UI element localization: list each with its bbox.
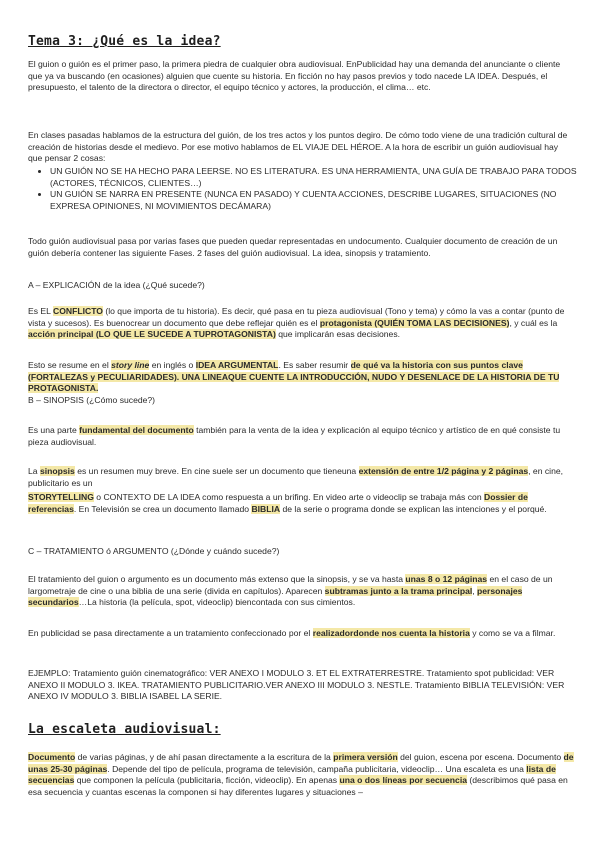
paragraph-intro: El guion o guión es el primer paso, la primera piedra de cualquier obra audiovisual. EnPublicidad hay una demanda del anunciante o cliente que ya va buscando (en ocasiones) alguien que cuente su historia. En ficción no hay pasos previos y todo nacede LA IDEA. Después, el presupuesto, el talento de la directora o director, el equipo técnico y actores, la producción, el clima… etc.	[28, 59, 561, 93]
paragraph-sinopsis: La sinopsis es un resumen muy breve. En cine suele ser un documento que tieneuna extensión de entre 1/2 página y 2 páginas, en cine, publicitario es un	[28, 466, 564, 488]
paragraph-storytelling: STORYTELLING o CONTEXTO DE LA IDEA como respuesta a un brifing. En video arte o videoclip se trabaja más con Dossier de referencias. En Televisión se crea un documento llamado BIBLIA de la serie o programa donde se explican las intenciones y el porqué.	[28, 492, 547, 514]
paragraph-fases: Todo guión audiovisual pasa por varias fases que pueden quedar representadas en undocumento. Cualquier documento de creación de un guión debería contener las siguiente Fases. 2 fases del guión audiovisual. La idea, sinopsis y tratamiento.	[28, 236, 558, 258]
paragraph-storyline: Esto se resume en el story line en inglés o IDEA ARGUMENTAL. Es saber resumir de qué va la historia con sus puntos clave (FORTALEZAS y PECULIARIDADES). UNA LINEAQUE CUENTE LA INTRODUCCIÓN, NUDO Y DESENLACE DE LA HISTORIA DE TU PROTAGONISTA.	[28, 360, 560, 394]
bullet-list	[28, 166, 590, 212]
paragraph-conflicto: Es EL CONFLICTO (lo que importa de tu historia). Es decir, qué pasa en tu pieza audiovisual (Tono y tema) y cómo la vas a contar (punto de vista y sucesos). Es buenocrear un documento que debe reflejar quién es el protagonista (QUIÉN TOMA LAS DECISIONES), y cuál es la acción principal (LO QUE LE SUCEDE A TUPROTAGONISTA) que implicarán esas decisiones.	[28, 306, 565, 340]
section-b-title: B – SINOPSIS (¿Cómo sucede?)	[28, 395, 156, 405]
heading-escaleta: La escaleta audiovisual:	[28, 722, 221, 737]
paragraph-publicidad: En publicidad se pasa directamente a un tratamiento confeccionado por el realizadordonde nos cuenta la historia y como se va a filmar.	[28, 628, 556, 638]
paragraph-tratamiento: El tratamiento del guion o argumento es un documento más extenso que la sinopsis, y se va hasta unas 8 o 12 páginas en el caso de un largometraje de cine o una biblia de una serie (divida en capítulos). Aparecen subtramas junto a la trama principal, personajes secundarios…La historia (la película, spot, videoclip) biencontada con sus cimientos.	[28, 574, 553, 608]
paragraph-sinopsis-fundamental: Es una parte fundamental del documento también para la venta de la idea y explicación al equipo técnico y artístico de en qué consiste tu pieza audiovisual.	[28, 425, 561, 447]
paragraph-ejemplo: EJEMPLO: Tratamiento guión cinematográfico: VER ANEXO I MODULO 3. ET EL EXTRATERRESTRE. Tratamiento spot publicidad: VER ANEXO II MODULO 3. IKEA. TRATAMIENTO PUBLICITARIO.VER ANEXO III MODULO 3. NESTLE. Tratamiento BIBLIA TELEVISIÓN: VER ANEXO IV MODULO 3. BIBLIA ISABEL LA SERIE.	[28, 668, 565, 702]
paragraph-escaleta: Documento de varias páginas, y de ahí pasan directamente a la escritura de la primera versión del guion, escena por escena. Documento de unas 25-30 páginas. Depende del tipo de película, programa de televisión, campaña publicitaria, videoclip… Una escaleta es una lista de secuencias que componen la película (publicitaria, ficción, videoclip). En apenas una o dos líneas por secuencia (describimos qué pasa en esa secuencia y cuantas escenas la componen si hay diferentes lugares y situaciones –	[28, 752, 574, 797]
section-c-title: C – TRATAMIENTO ó ARGUMENTO (¿Dónde y cuándo sucede?)	[28, 546, 280, 556]
section-a-title: A – EXPLICACIÓN de la idea (¿Qué sucede?)	[28, 280, 205, 290]
list-item: • UN GUIÓN NO SE HA HECHO PARA LEERSE. NO ES LITERATURA. ES UNA HERRAMIENTA, UNA GUÍA DE TRABAJO PARA TODOS (ACTORES, TÉCNICOS, CLIENTES…)	[50, 166, 590, 189]
heading-tema-3: Tema 3: ¿Qué es la idea?	[28, 34, 221, 49]
list-item: • UN GUIÓN SE NARRA EN PRESENTE (NUNCA EN PASADO) Y CUENTA ACCIONES, DESCRIBE LUGARES, SITUACIONES (NO EXPRESA OPINIONES, NI MOVIMIENTOS DECÁMARA)	[50, 189, 590, 212]
paragraph-estructura: En clases pasadas hablamos de la estructura del guión, de los tres actos y los puntos degiro. De cómo todo viene de una tradición cultural de creación de historias desde el medievo. Por ese motivo hablamos de EL VIAJE DEL HÉROE. A la hora de escribir un guión audiovisual hay que pensar 2 cosas:	[28, 130, 568, 164]
